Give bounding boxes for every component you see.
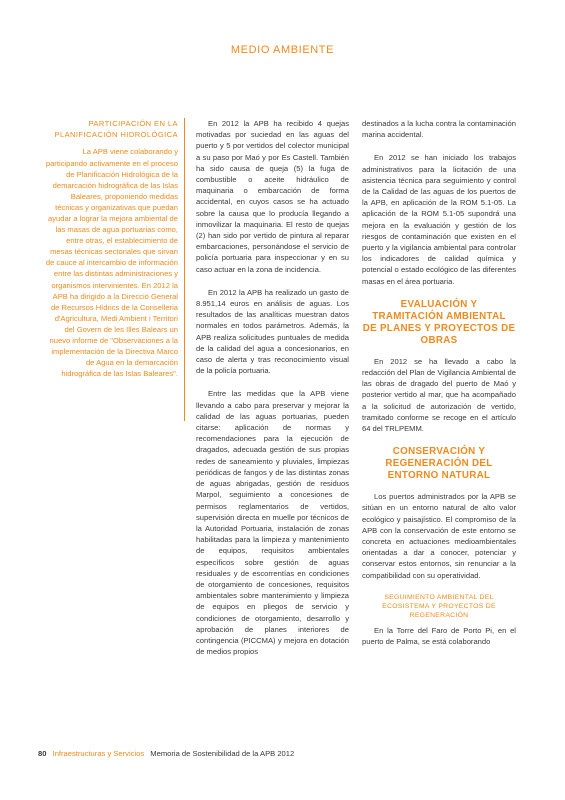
page-footer — [38, 749, 294, 758]
footer-report-title: Memoria de Sostenibilidad de la APB 2012 — [150, 749, 295, 758]
footer-section-name: Infraestructuras y Servicios — [52, 749, 145, 758]
sidebar-heading-line: PARTICIPACIÓN EN LA — [88, 119, 178, 128]
heading-line: REGENERACIÓN — [409, 611, 469, 619]
heading-line: ECOSISTEMA Y PROYECTOS DE — [382, 602, 496, 610]
section-heading-evaluacion — [362, 299, 516, 347]
paragraph: En 2012 se ha llevado a cabo la redacción del Plan de Vigilancia Ambiental de las obras de dragado del puerto de Maó y posterior vertido al mar, que ha acompañado a la solicitud de autorización de vertido, tramitado conforme se recoge en el artículo 64 del TRLPEMM. — [362, 356, 516, 434]
page-number: 80 — [38, 749, 47, 758]
heading-line: REGENERACIÓN DEL — [385, 458, 493, 470]
sidebar-body-text: La APB viene colaborando y participando activamente en el proceso de Planificación Hidrológica de la demarcación hidrográfica de las Islas Baleares, proponiendo medidas técnicas y organizativas que puedan ayudar a lograr la mejora ambiental de las masas de agua portuarias como, entre otras, el establecimiento de mesas técnicas sectoriales que sirvan de cauce al intercambio de información entre las distintas administraciones y organismos intervinientes. En 2012 la APB ha dirigido a la Direcció General de Recursos Hídrics de la Conselleria d'Agricultura, Medi Ambient i Territori del Govern de les Illes Balears un nuevo informe de "Observaciones a la implementación de la Directiva Marco de Agua en la demarcación hidrográfica de las Islas Baleares". — [45, 147, 178, 379]
paragraph: Entre las medidas que la APB viene llevando a cabo para preservar y mejorar la calidad de las aguas portuarias, pueden citarse: aplicación de normas y recomendaciones para la ejecución de dragados, adecuada gestión de sus propias redes de saneamiento y pluviales, limpiezas periódicas de fangos y de las distintas zonas de aguas abrigadas, gestión de residuos Marpol, seguimiento a concesiones de permisos reglamentarios de vertidos, supervisión directa en muelle por técnicos de la Autoridad Portuaria, instalación de zonas habilitadas para la limpieza y mantenimiento de equipos, requisitos ambientales específicos sobre gestión de aguas residuales y de escorrentías en condiciones de otorgamiento de concesiones, requisitos ambientales sobre mantenimiento y limpieza de equipos en pliegos de servicio y condiciones de otorgamiento, desarrollo y aprobación de planes interiores de contingencia (PICCMA) y mejora en dotación de medios propios — [196, 389, 349, 657]
heading-line: EVALUACIÓN Y — [400, 298, 478, 310]
paragraph: En 2012 la APB ha realizado un gasto de 8.951,14 euros en análisis de aguas. Los resultados de las analíticas muestran datos normales en todos parámetros. Además, la APB realiza solicitudes puntuales de medida de la calidad del agua a concesionarios, en caso de alerta y tras reconocimiento visual de la policía portuaria. — [196, 287, 349, 376]
paragraph: En la Torre del Faro de Porto Pi, en el puerto de Palma, se está colaborando — [362, 625, 516, 647]
paragraph: En 2012 se han iniciado los trabajos administrativos para la licitación de una asistencia técnica para seguimiento y control de la Calidad de las aguas de los puertos de la APB, en aplicación de la ROM 5.1-05. La aplicación de la ROM 5.1-05 supondrá una mejora en la evaluación y gestión de los riesgos de contaminación que existen en el puerto y la vigilancia ambiental para controlar los indicadores de calidad química y potencial o estado ecológico de las diferentes masas en el área portuaria. — [362, 153, 516, 286]
heading-line: CONSERVACIÓN Y — [392, 446, 486, 458]
heading-line: SEGUIMIENTO AMBIENTAL DEL — [384, 593, 494, 601]
main-column-right — [362, 118, 516, 659]
heading-line: ENTORNO NATURAL — [387, 470, 491, 482]
heading-line: TRAMITACIÓN AMBIENTAL — [372, 310, 506, 322]
main-column-left — [196, 118, 349, 669]
heading-line: DE PLANES Y PROYECTOS DE — [362, 322, 516, 334]
sidebar-column — [45, 118, 178, 379]
paragraph: En 2012 la APB ha recibido 4 quejas motivadas por suciedad en las aguas del puerto y 5 por vertidos del colector municipal a su paso por Maó y por Es Castell. También ha sido causa de queja (5) la fuga de combustible o aceite hidráulico de maquinaria o embarcación de forma accidental, en cuyos casos se ha actuado sobre la causa que lo producía llegando a inmovilizar la maquinaria. El resto de quejas (2) han sido por vertido de pintura al reparar embarcaciones, personándose el servicio de policía portuaria para inspeccionar y en su caso actuar en la zona de incidencia. — [196, 119, 349, 274]
subsection-heading-seguimiento — [362, 593, 516, 620]
page-header-title: MEDIO AMBIENTE — [230, 44, 335, 56]
sidebar-heading — [45, 118, 178, 140]
sidebar-divider — [184, 118, 185, 421]
paragraph: Los puertos administrados por la APB se sitúan en un entorno natural de alto valor ecológico y paisajístico. El compromiso de la APB con la conservación de este entorno se concreta en actuaciones medioambientales orientadas a dar a conocer, potenciar y conservar estos entornos, sin renunciar a la compatibilidad con su operatividad. — [362, 492, 516, 580]
section-heading-conservacion — [362, 446, 516, 482]
sidebar-heading-line: PLANIFICACIÓN HIDROLÓGICA — [54, 130, 178, 140]
heading-line: OBRAS — [420, 334, 458, 346]
paragraph: destinados a la lucha contra la contaminación marina accidental. — [362, 119, 516, 140]
